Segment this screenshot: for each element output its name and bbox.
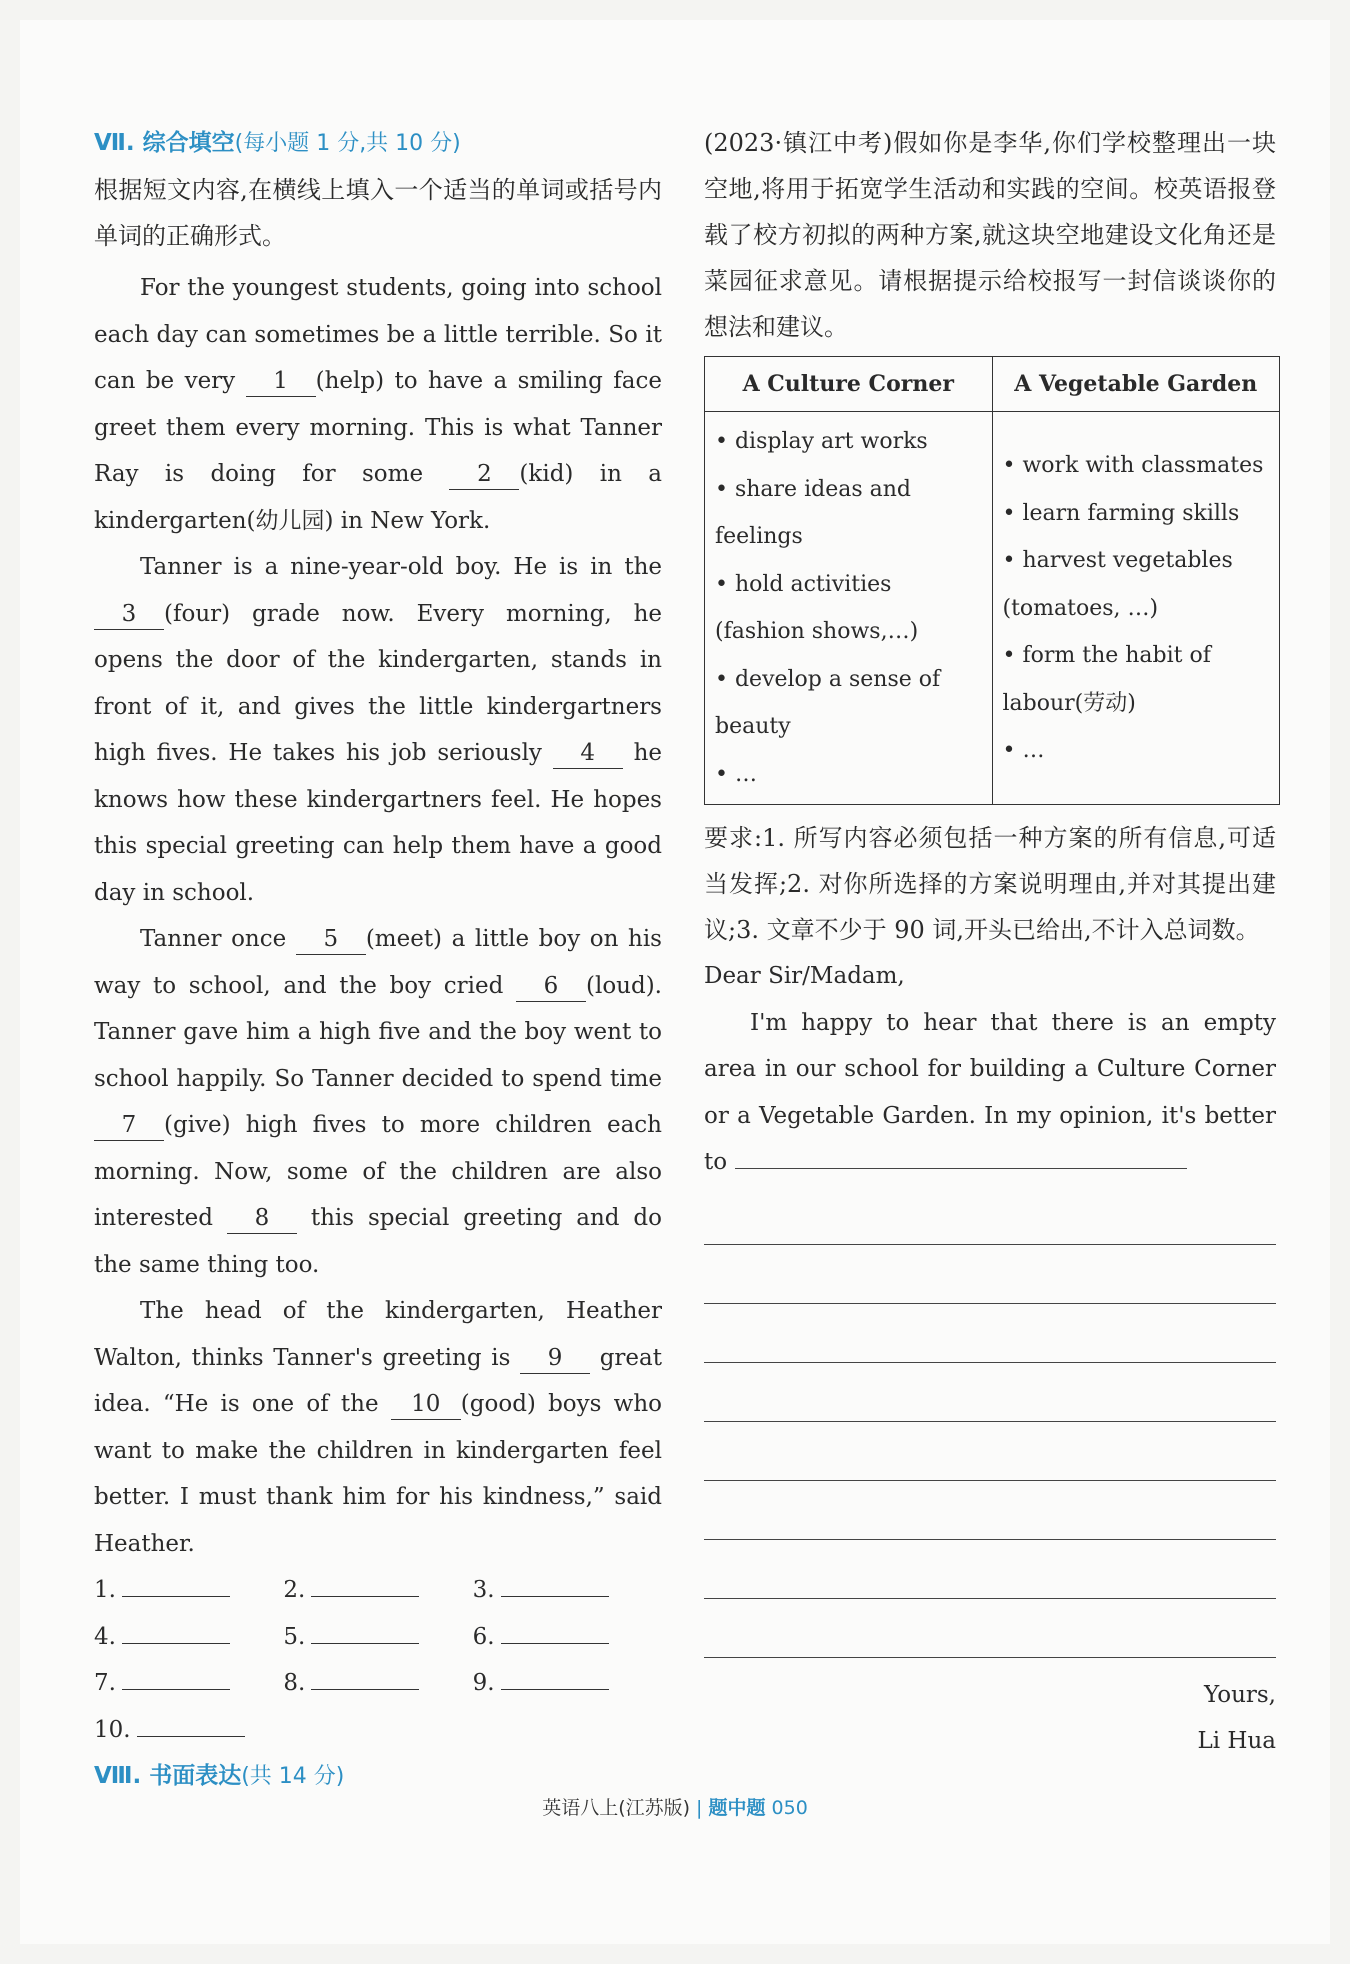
writing-line-8[interactable]: [704, 1599, 1276, 1658]
section7-note: (每小题 1 分,共 10 分): [234, 131, 461, 156]
writing-prompt: (2023·镇江中考)假如你是李华,你们学校整理出一块空地,将用于拓宽学生活动和实践的空间。校英语报登载了校方初拟的两种方案,就这块空地建设文化角还是菜园征求意见。请根据提示给校报写一封信谈谈你的想法和建议。: [704, 129, 1276, 341]
blank-9: 9: [520, 1343, 590, 1374]
blank-6: 6: [516, 971, 586, 1002]
passage-paragraph-4: The head of the kindergarten, Heather Walton, thinks Tanner's greeting is 9 great idea. “He is one of the 10 (good) boys who want to make the children in kindergarten feel better. I must thank him for his kindness,” said Heather.: [94, 1298, 662, 1557]
blank-4: 4: [553, 738, 623, 769]
blank-7: 7: [94, 1110, 164, 1141]
right-column: [704, 120, 1276, 1764]
writing-line-6[interactable]: [704, 1481, 1276, 1540]
page-number: 050: [771, 1797, 808, 1819]
section8-note: (共 14 分): [241, 1764, 345, 1789]
page-footer: 英语八上(江苏版) | 题中题 050: [542, 1797, 808, 1819]
left-column: [94, 120, 662, 1800]
footer-book: 英语八上(江苏版): [542, 1797, 691, 1819]
writing-line-0[interactable]: [735, 1148, 1187, 1169]
answer-line-5[interactable]: [311, 1623, 419, 1644]
writing-line-2[interactable]: [704, 1245, 1276, 1304]
answer-line-8[interactable]: [311, 1669, 419, 1690]
blank-10: 10: [391, 1389, 461, 1420]
passage-paragraph-2: Tanner is a nine-year-old boy. He is in the 3 (four) grade now. Every morning, he opens the door of the kindergarten, stands in front of it, and gives the little kindergartners high fives. He takes his job seriously 4 he knows how these kindergartners feel. He hopes this special greeting can help them have a good day in school.: [94, 554, 662, 906]
answer-line-10[interactable]: [137, 1716, 245, 1737]
footer-brand: 题中题: [708, 1797, 766, 1819]
letter-closing: [704, 1672, 1276, 1764]
section7-title: Ⅶ. 综合填空: [94, 130, 235, 156]
answer-line-7[interactable]: [122, 1669, 230, 1690]
answer-line-4[interactable]: [122, 1623, 230, 1644]
writing-line-3[interactable]: [704, 1304, 1276, 1363]
answer-line-1[interactable]: [122, 1576, 230, 1597]
answer-line-6[interactable]: [501, 1623, 609, 1644]
section7-instruction: 根据短文内容,在横线上填入一个适当的单词或括号内单词的正确形式。: [94, 176, 662, 250]
writing-requirements: 要求:1. 所写内容必须包括一种方案的所有信息,可适当发挥;2. 对你所选择的方案说明理由,并对其提出建议;3. 文章不少于 90 词,开头已给出,不计入总词数。: [704, 824, 1276, 944]
plans-table: [704, 356, 1280, 805]
blank-2: 2: [449, 459, 519, 490]
blank-8: 8: [227, 1203, 297, 1234]
closing-signature: Li Hua: [1197, 1727, 1276, 1754]
answer-line-9[interactable]: [501, 1669, 609, 1690]
passage-paragraph-3: Tanner once 5 (meet) a little boy on his way to school, and the boy cried 6 (loud). Tanner gave him a high five and the boy went to school happily. So Tanner decided to spend time 7 (give) high fives to more children each morning. Now, some of the children are also interested 8 this special greeting and do the same thing too.: [94, 926, 662, 1278]
writing-line-5[interactable]: [704, 1422, 1276, 1481]
vegetable-garden-points: • work with classmates • learn farming skills • harvest vegetables (tomatoes, …) • form the habit of labour(劳动) • …: [992, 412, 1280, 805]
culture-corner-points: • display art works • share ideas and feelings • hold activities (fashion shows,…) • develop a sense of beauty • …: [705, 412, 993, 805]
table-header-culture-corner: A Culture Corner: [705, 357, 993, 412]
letter-salutation: Dear Sir/Madam,: [704, 963, 905, 989]
blank-3: 3: [94, 599, 164, 630]
passage-paragraph-1: For the youngest students, going into school each day can sometimes be a little terrible. So it can be very 1 (help) to have a smiling face greet them every morning. This is what Tanner Ray is doing for some 2 (kid) in a kindergarten(幼儿园) in New York.: [94, 275, 662, 534]
answer-line-3[interactable]: [501, 1576, 609, 1597]
table-header-vegetable-garden: A Vegetable Garden: [992, 357, 1280, 412]
section8-title: Ⅷ. 书面表达: [94, 1763, 242, 1789]
answer-lines: 1. 2. 3. 4. 5. 6. 7. 8. 9. 10.: [94, 1567, 662, 1753]
writing-line-4[interactable]: [704, 1363, 1276, 1422]
section7-heading: [94, 120, 662, 167]
letter-opening: I'm happy to hear that there is an empty area in our school for building a Culture Corner or a Vegetable Garden. In my opinion, it's better to: [704, 1009, 1276, 1175]
writing-line-1[interactable]: [704, 1186, 1276, 1245]
blank-5: 5: [296, 924, 366, 955]
closing-yours: Yours,: [1204, 1681, 1276, 1708]
blank-1: 1: [246, 366, 316, 397]
writing-line-7[interactable]: [704, 1540, 1276, 1599]
answer-line-2[interactable]: [311, 1576, 419, 1597]
